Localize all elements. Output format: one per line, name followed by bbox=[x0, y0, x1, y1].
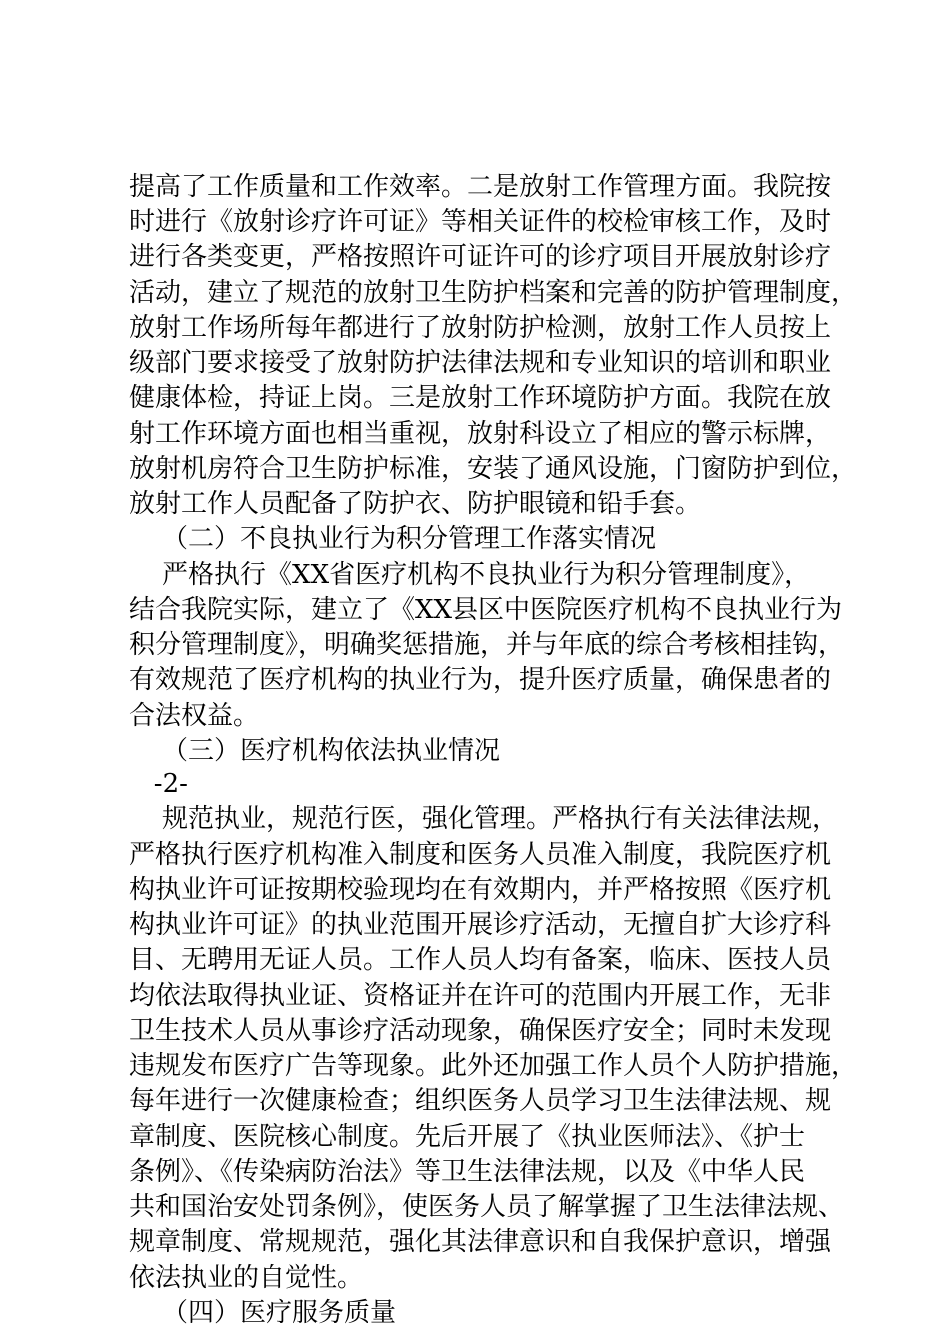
body-text-line: 进行各类变更，严格按照许可证许可的诊疗项目开展放射诊疗 bbox=[129, 242, 832, 272]
body-text-line: 章制度、医院核心制度。先后开展了《执业医师法》、《护士 bbox=[129, 1122, 806, 1152]
body-text-line: 依法执业的自觉性。 bbox=[129, 1263, 364, 1293]
body-text-line: 每年进行一次健康检查；组织医务人员学习卫生法律法规、规 bbox=[129, 1086, 832, 1116]
body-text-line: 积分管理制度》，明确奖惩措施，并与年底的综合考核相挂钩， bbox=[129, 630, 845, 660]
body-text-line: 规章制度、常规规范，强化其法律意识和自我保护意识，增强 bbox=[129, 1227, 832, 1257]
body-text-line: 健康体检，持证上岗。三是放射工作环境防护方面。我院在放 bbox=[129, 383, 832, 413]
body-text-line: 放射机房符合卫生防护标准，安装了通风设施，门窗防护到位， bbox=[129, 454, 858, 484]
section-heading-2: （二）不良执业行为积分管理工作落实情况 bbox=[129, 524, 657, 554]
body-text-line: 违规发布医疗广告等现象。此外还加强工作人员个人防护措施， bbox=[129, 1051, 858, 1081]
body-text-line: 目、无聘用无证人员。工作人员人均有备案，临床、医技人员 bbox=[129, 945, 832, 975]
body-text-line: 放射工作场所每年都进行了放射防护检测，放射工作人员按上 bbox=[129, 313, 832, 343]
body-text-line: 共和国治安处罚条例》，使医务人员了解掌握了卫生法律法规、 bbox=[129, 1192, 845, 1222]
body-text-line: 结合我院实际，建立了《XX县区中医院医疗机构不良执业行为 bbox=[129, 595, 843, 625]
body-text-line: 活动，建立了规范的放射卫生防护档案和完善的防护管理制度， bbox=[129, 278, 858, 308]
body-text-line: 时进行《放射诊疗许可证》等相关证件的校检审核工作，及时 bbox=[129, 207, 832, 237]
body-text-line: 严格执行《XX省医疗机构不良执业行为积分管理制度》， bbox=[129, 560, 811, 590]
inline-page-number: -2- bbox=[129, 769, 188, 799]
body-text-line: 放射工作人员配备了防护衣、防护眼镜和铅手套。 bbox=[129, 489, 702, 519]
body-text-line: 构执业许可证》的执业范围开展诊疗活动，无擅自扩大诊疗科 bbox=[129, 910, 832, 940]
body-text-line: 规范执业，规范行医，强化管理。严格执行有关法律法规， bbox=[129, 804, 839, 834]
body-text-line: 均依法取得执业证、资格证并在许可的范围内开展工作，无非 bbox=[129, 981, 832, 1011]
body-text-line: 合法权益。 bbox=[129, 701, 260, 731]
section-heading-4: （四）医疗服务质量 bbox=[129, 1298, 397, 1328]
body-text-line: 严格执行医疗机构准入制度和医务人员准入制度，我院医疗机 bbox=[129, 840, 832, 870]
body-text-line: 提高了工作质量和工作效率。二是放射工作管理方面。我院按 bbox=[129, 172, 832, 202]
body-text-line: 条例》、《传染病防治法》等卫生法律法规，以及《中华人民 bbox=[129, 1157, 806, 1187]
body-text-line: 射工作环境方面也相当重视，放射科设立了相应的警示标牌， bbox=[129, 419, 832, 449]
body-text-line: 构执业许可证按期校验现均在有效期内，并严格按照《医疗机 bbox=[129, 875, 832, 905]
body-text-line: 有效规范了医疗机构的执业行为，提升医疗质量，确保患者的 bbox=[129, 665, 832, 695]
body-text-line: 卫生技术人员从事诊疗活动现象，确保医疗安全；同时未发现 bbox=[129, 1016, 832, 1046]
section-heading-3: （三）医疗机构依法执业情况 bbox=[129, 736, 501, 766]
body-text-line: 级部门要求接受了放射防护法律法规和专业知识的培训和职业 bbox=[129, 348, 832, 378]
